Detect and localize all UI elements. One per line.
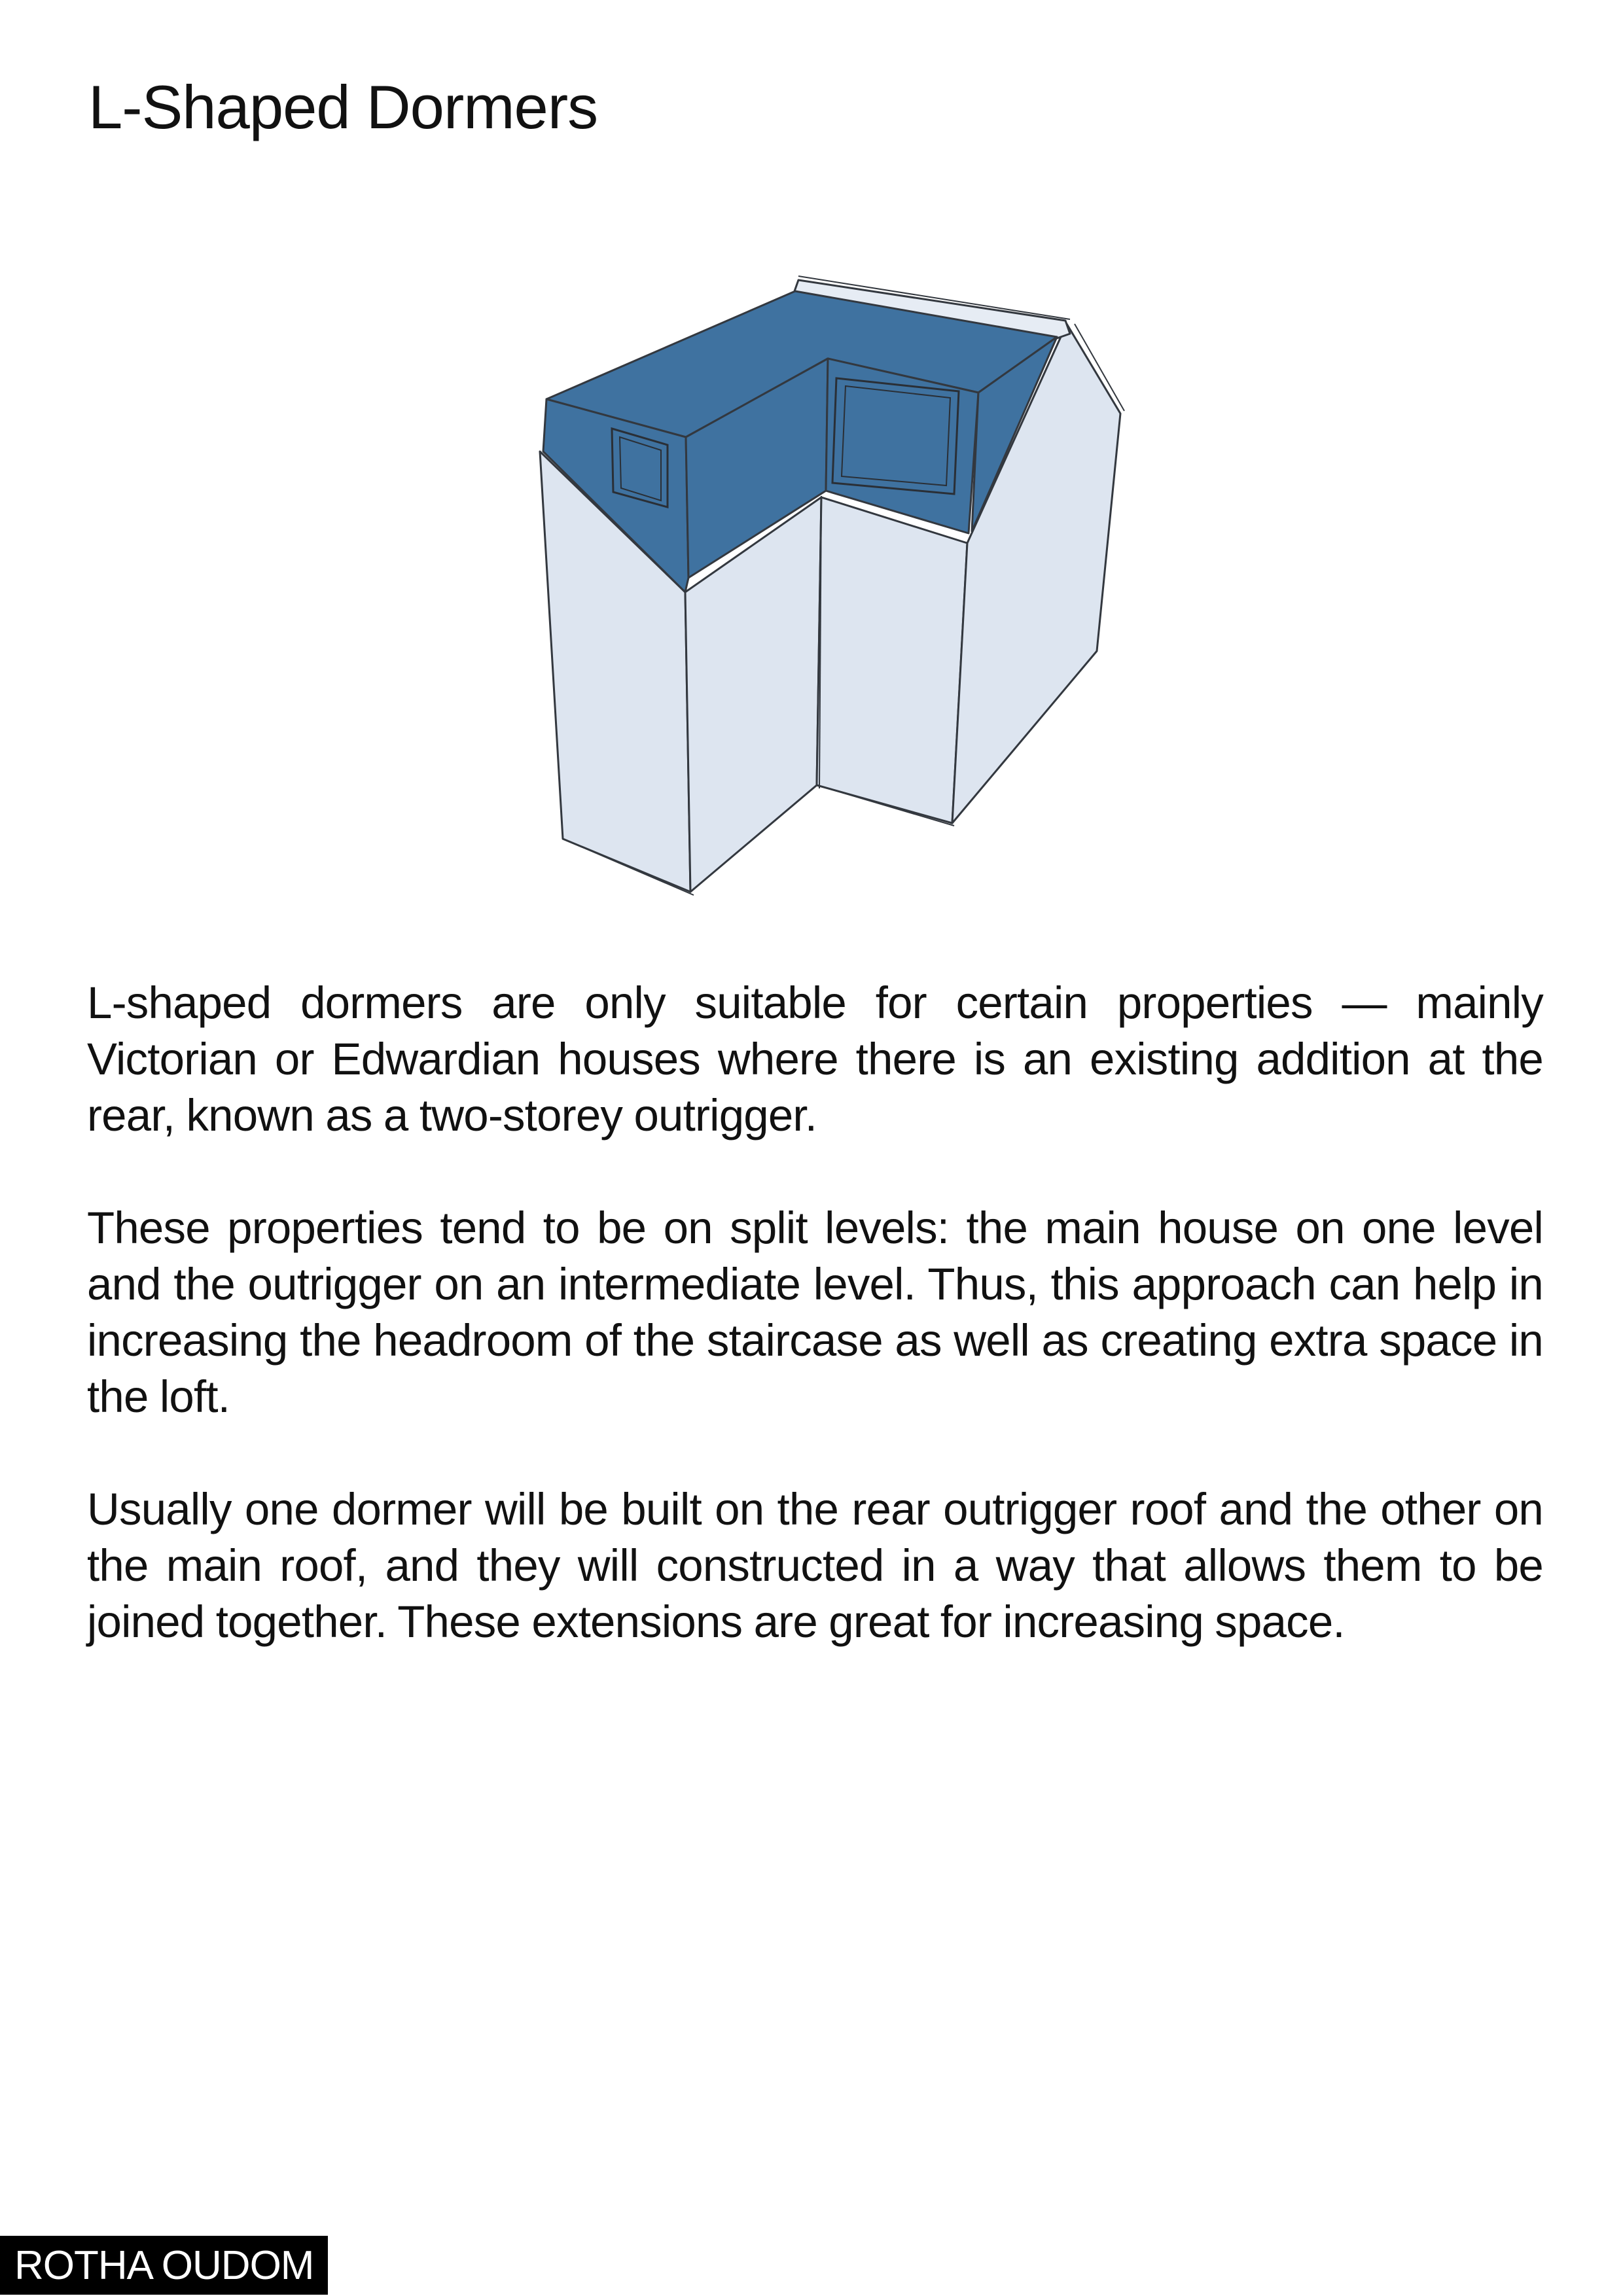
paragraph-2: These properties tend to be on split levels: the main house on one level and the outrigger on an intermediate level. Thus, this approach can help in increasing the headroom of the staircase as well as creating extra space in the loft. bbox=[87, 1203, 1543, 1422]
outrigger-front-wall bbox=[817, 497, 967, 823]
dormer-illustration bbox=[524, 265, 1152, 919]
paragraph-3: Usually one dormer will be built on the rear outrigger roof and the other on the main roof, and they will constructed in a way that allows them to be joined together. These extensions are great for increasing space. bbox=[87, 1484, 1543, 1647]
page-title: L-Shaped Dormers bbox=[88, 73, 598, 141]
paragraph-1: L-shaped dormers are only suitable for certain properties — mainly Victorian or Edwardian houses where there is an existing addition at the rear, known as a two-storey outrigger. bbox=[87, 978, 1543, 1140]
body-text bbox=[87, 975, 1543, 1706]
author-badge: ROTHA OUDOM bbox=[0, 2236, 328, 2295]
